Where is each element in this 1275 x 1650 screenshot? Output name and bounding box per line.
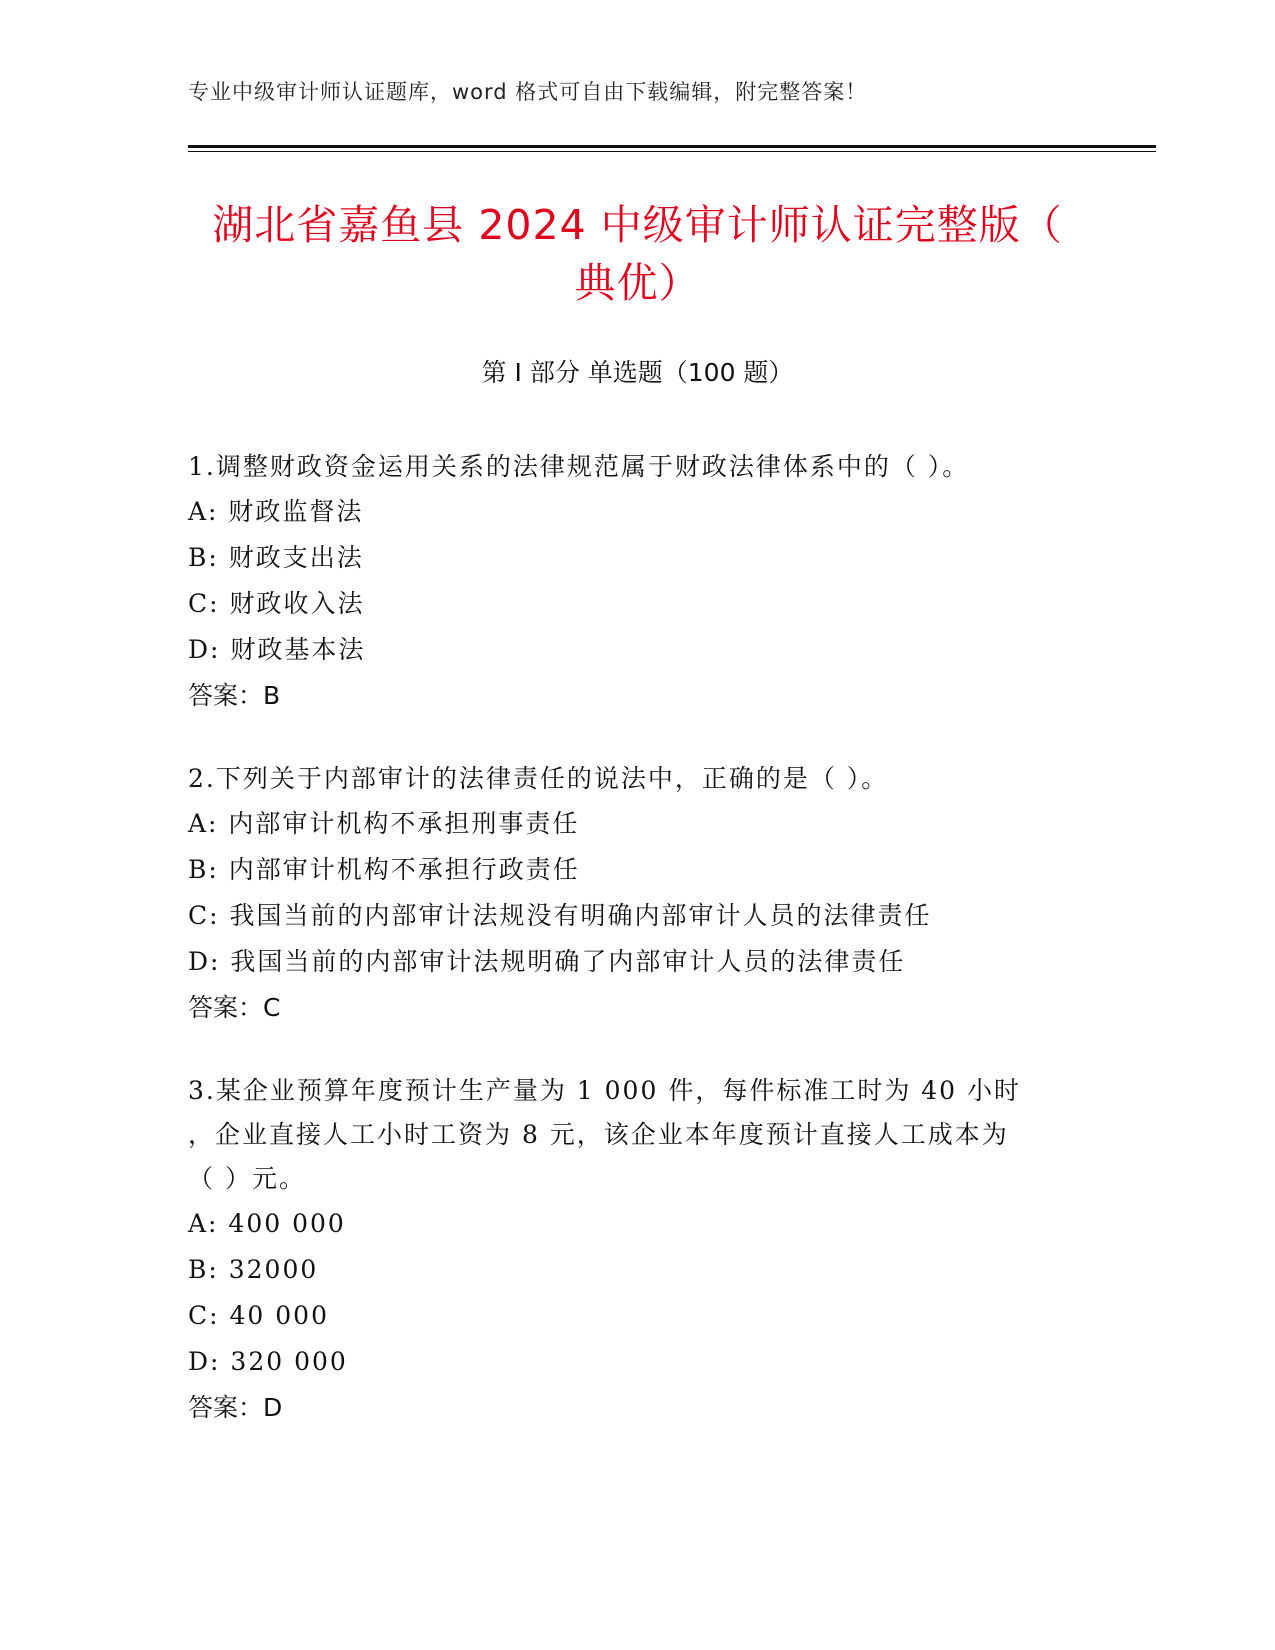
option-a: A: 400 000 [188,1209,346,1238]
document-title [150,196,1125,312]
question-stem-line-1: 3.某企业预算年度预计生产量为 1 000 件，每件标准工时为 40 小时 [188,1076,1022,1105]
option-b: B: 32000 [188,1255,319,1284]
section-title: 第 I 部分 单选题（100 题） [481,358,794,387]
question-list [188,445,1108,1469]
option-b: B: 内部审计机构不承担行政责任 [188,855,580,884]
answer: 答案：C [188,993,281,1022]
option-c: C: 财政收入法 [188,589,365,618]
header-rule-thick [188,145,1156,148]
header-note: 专业中级审计师认证题库，word 格式可自由下载编辑，附完整答案！ [188,80,868,104]
option-c: C: 40 000 [188,1301,329,1330]
question-stem-line-3: （ ）元。 [188,1164,306,1193]
document-title-line-1: 湖北省嘉鱼县 2024 中级审计师认证完整版（ [212,201,1063,249]
question-1 [188,445,1108,719]
option-d: D: 我国当前的内部审计法规明确了内部审计人员的法律责任 [188,947,906,976]
option-d: D: 320 000 [188,1347,348,1376]
question-2 [188,757,1108,1031]
question-stem: 2.下列关于内部审计的法律责任的说法中，正确的是（ ）。 [188,764,889,793]
question-3 [188,1069,1108,1431]
option-c: C: 我国当前的内部审计法规没有明确内部审计人员的法律责任 [188,901,932,930]
option-d: D: 财政基本法 [188,635,366,664]
question-stem: 1.调整财政资金运用关系的法律规范属于财政法律体系中的（ ）。 [188,452,970,481]
answer: 答案：B [188,681,281,710]
answer: 答案：D [188,1393,283,1422]
option-a: A: 财政监督法 [188,497,364,526]
document-title-line-2: 典优） [574,259,701,307]
option-a: A: 内部审计机构不承担刑事责任 [188,809,580,838]
question-stem-line-2: ，企业直接人工小时工资为 8 元，该企业本年度预计直接人工成本为 [188,1120,1009,1149]
header-rule-thin [188,151,1156,152]
option-b: B: 财政支出法 [188,543,364,572]
